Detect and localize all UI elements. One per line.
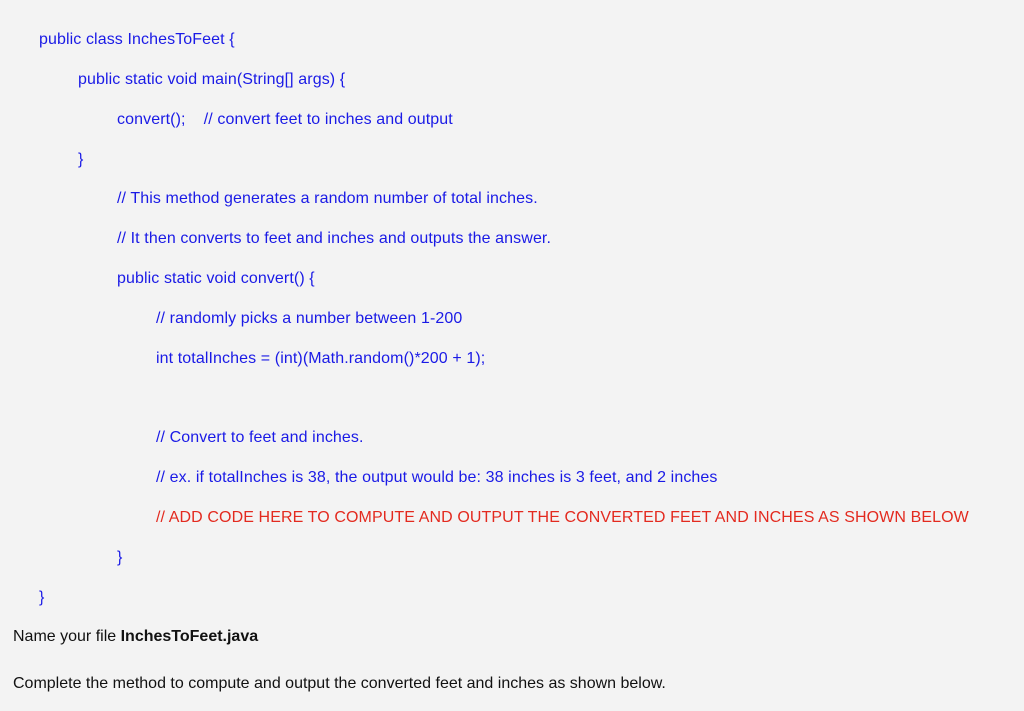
complete-instruction: Complete the method to compute and output the converted feet and inches as shown below. bbox=[13, 675, 666, 692]
code-line-class-close: } bbox=[39, 589, 45, 606]
code-line-total-inches: int totalInches = (int)(Math.random()*200 + 1); bbox=[156, 350, 486, 367]
code-line-comment-converts: // It then converts to feet and inches and outputs the answer. bbox=[117, 230, 552, 247]
filename: InchesToFeet.java bbox=[120, 628, 259, 645]
code-line-convert-declaration: public static void convert() { bbox=[117, 270, 315, 287]
code-line-comment-generates: // This method generates a random number of total inches. bbox=[117, 190, 538, 207]
code-line-class-declaration: public class InchesToFeet { bbox=[39, 31, 235, 48]
code-line-comment-example: // ex. if totalInches is 38, the output would be: 38 inches is 3 feet, and 2 inches bbox=[156, 469, 718, 486]
code-line-comment-random: // randomly picks a number between 1-200 bbox=[156, 310, 463, 327]
code-line-main-close: } bbox=[78, 151, 84, 168]
code-line-convert-call: convert(); // convert feet to inches and output bbox=[117, 111, 453, 128]
code-line-main-declaration: public static void main(String[] args) { bbox=[78, 71, 346, 88]
filename-instruction bbox=[13, 627, 258, 647]
code-line-convert-close: } bbox=[117, 549, 123, 566]
filename-prefix: Name your file bbox=[13, 628, 121, 645]
code-line-todo-comment: // ADD CODE HERE TO COMPUTE AND OUTPUT THE CONVERTED FEET AND INCHES AS SHOWN BELOW bbox=[156, 509, 969, 526]
code-line-comment-convert: // Convert to feet and inches. bbox=[156, 429, 364, 446]
